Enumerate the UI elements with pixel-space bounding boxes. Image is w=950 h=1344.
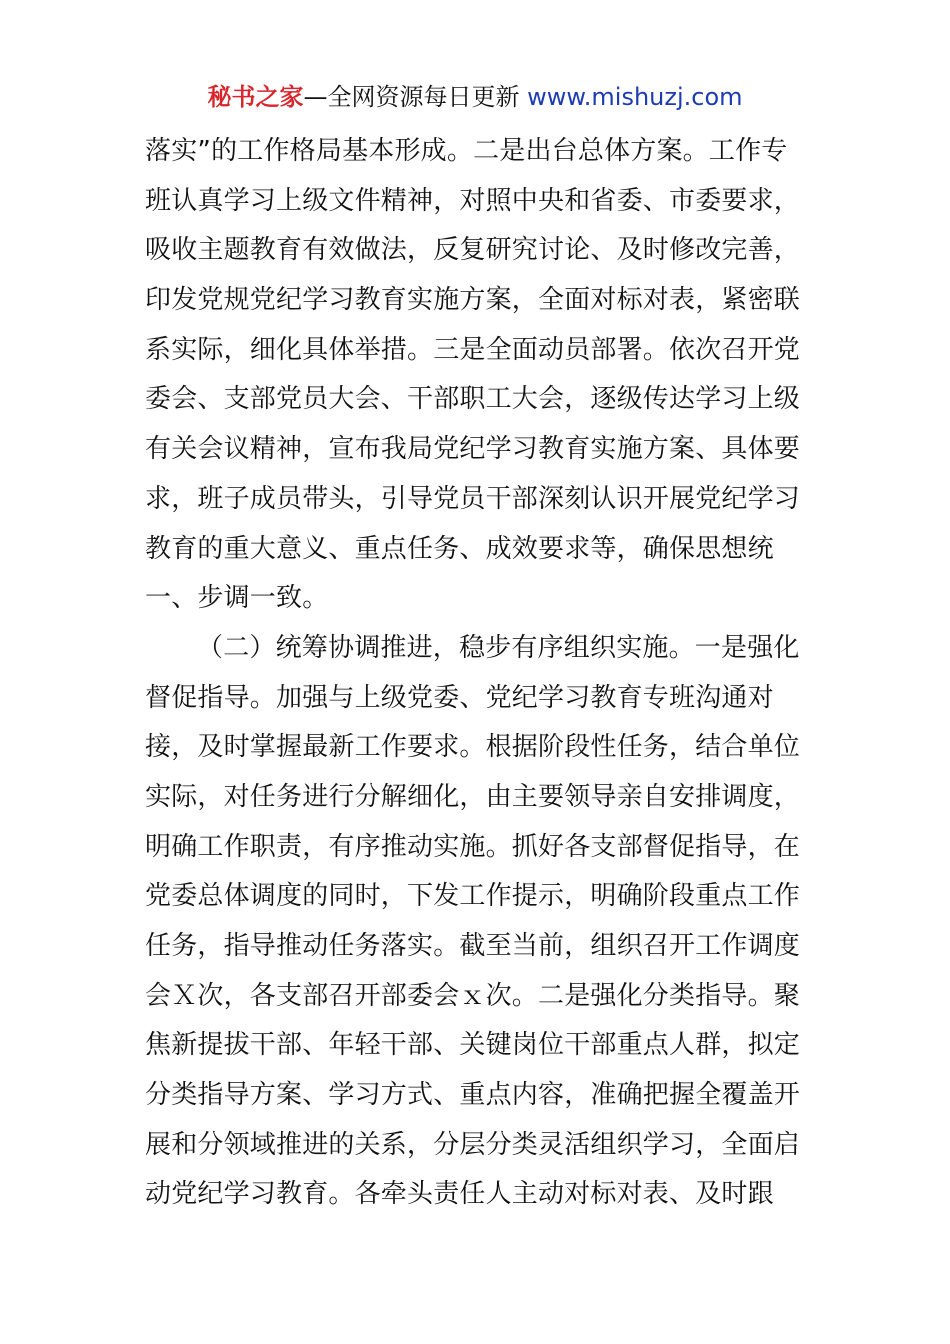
body-line: 教育的重大意义、重点任务、成效要求等，确保思想统	[145, 533, 774, 564]
body-line: 任务，指导推动任务落实。截至当前，组织召开工作调度	[145, 931, 801, 961]
body-line: 印发党规党纪学习教育实施方案，全面对标对表，紧密联	[145, 285, 801, 316]
body-line: 接，及时掌握最新工作要求。根据阶段性任务，结合单位	[145, 732, 801, 763]
body-line: 动党纪学习教育。各牵头责任人主动对标对表、及时跟	[145, 1179, 774, 1210]
body-line: 党委总体调度的同时，下发工作提示，明确阶段重点工作	[145, 881, 801, 912]
body-line: 一、步调一致。	[145, 583, 329, 614]
website-url[interactable]: www.mishuzj.com	[527, 83, 743, 111]
body-line: 分类指导方案、学习方式、重点内容，准确把握全覆盖开	[145, 1080, 801, 1111]
document-body	[145, 127, 815, 1220]
body-line: 焦新提拔干部、年轻干部、关键岗位干部重点人群，拟定	[145, 1030, 801, 1061]
body-line: 委会、支部党员大会、干部职工大会，逐级传达学习上级	[145, 384, 801, 415]
section-heading-line: （二）统筹协调推进，稳步有序组织实施。一是强化	[197, 632, 800, 663]
body-line: 系实际，细化具体举措。三是全面动员部署。依次召开党	[145, 334, 801, 365]
body-line: 落实”的工作格局基本形成。二是出台总体方案。工作专	[145, 136, 788, 166]
body-line: 展和分领域推进的关系，分层分类灵活组织学习，全面启	[145, 1129, 801, 1160]
body-line: 督促指导。加强与上级党委、党纪学习教育专班沟通对	[145, 682, 774, 713]
body-line: 吸收主题教育有效做法，反复研究讨论、及时修改完善，	[145, 235, 801, 266]
body-line: 有关会议精神，宣布我局党纪学习教育实施方案、具体要	[145, 434, 801, 465]
body-line: 班认真学习上级文件精神，对照中央和省委、市委要求，	[145, 185, 801, 216]
body-line: 明确工作职责，有序推动实施。抓好各支部督促指导，在	[145, 831, 801, 862]
brand-name: 秘书之家	[207, 83, 304, 111]
body-line: 会Ｘ次，各支部召开部委会ｘ次。二是强化分类指导。聚	[145, 980, 801, 1011]
body-line: 求，班子成员带头，引导党员干部深刻认识开展党纪学习	[145, 483, 801, 514]
header-tagline: —全网资源每日更新	[303, 83, 528, 111]
page-header	[0, 80, 950, 114]
body-line: 实际，对任务进行分解细化，由主要领导亲自安排调度，	[145, 781, 801, 812]
